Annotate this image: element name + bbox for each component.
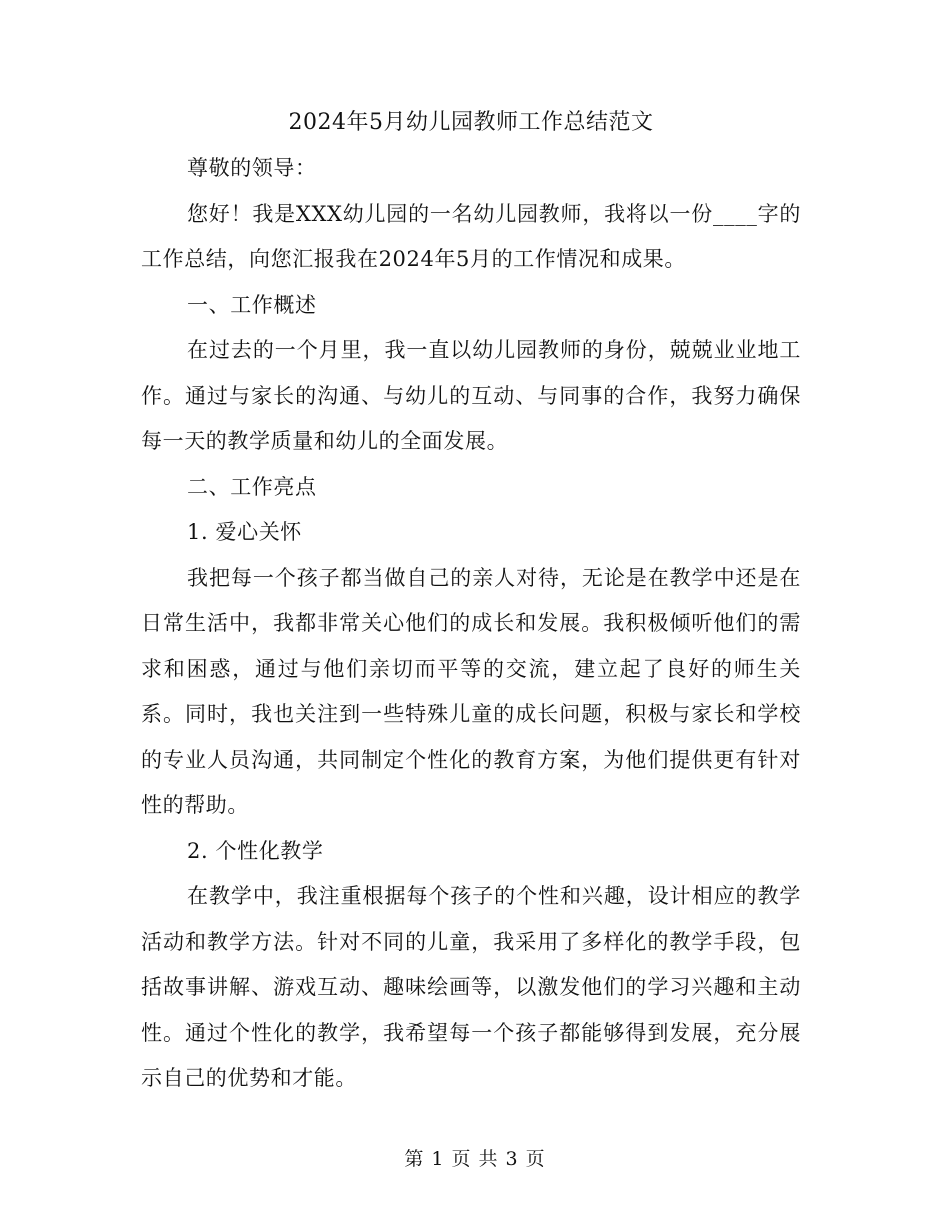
section-1-heading: 一、工作概述 bbox=[187, 292, 317, 317]
greeting: 尊敬的领导： bbox=[187, 156, 317, 180]
item-1-heading: 1. 爱心关怀 bbox=[187, 520, 302, 544]
item-2-paragraph: 在教学中，我注重根据每个孩子的个性和兴趣，设计相应的教学活动和教学方法。针对不同的儿童，我采用了多样化的教学手段，包括故事讲解、游戏互动、趣味绘画等，以激发他们的学习兴趣和主动性。通过个性化的教学，我希望每一个孩子都能够得到发展，充分展示自己的优势和才能。 bbox=[141, 884, 801, 1090]
page-footer: 第 1 页 共 3 页 bbox=[404, 1148, 546, 1170]
document-title: 2024年5月幼儿园教师工作总结范文 bbox=[288, 110, 654, 135]
section-1-paragraph: 在过去的一个月里，我一直以幼儿园教师的身份，兢兢业业地工作。通过与家长的沟通、与幼儿的互动、与同事的合作，我努力确保每一天的教学质量和幼儿的全面发展。 bbox=[141, 338, 801, 453]
item-2-heading: 2. 个性化教学 bbox=[187, 838, 324, 863]
intro-paragraph: 您好！我是XXX幼儿园的一名幼儿园教师，我将以一份____字的工作总结，向您汇报我在2024年5月的工作情况和成果。 bbox=[141, 201, 801, 271]
section-2-heading: 二、工作亮点 bbox=[187, 474, 317, 499]
item-1-paragraph: 我把每一个孩子都当做自己的亲人对待，无论是在教学中还是在日常生活中，我都非常关心他们的成长和发展。我积极倾听他们的需求和困惑，通过与他们亲切而平等的交流，建立起了良好的师生关系。同时，我也关注到一些特殊儿童的成长问题，积极与家长和学校的专业人员沟通，共同制定个性化的教育方案，为他们提供更有针对性的帮助。 bbox=[141, 565, 801, 817]
document-body bbox=[141, 100, 801, 1102]
